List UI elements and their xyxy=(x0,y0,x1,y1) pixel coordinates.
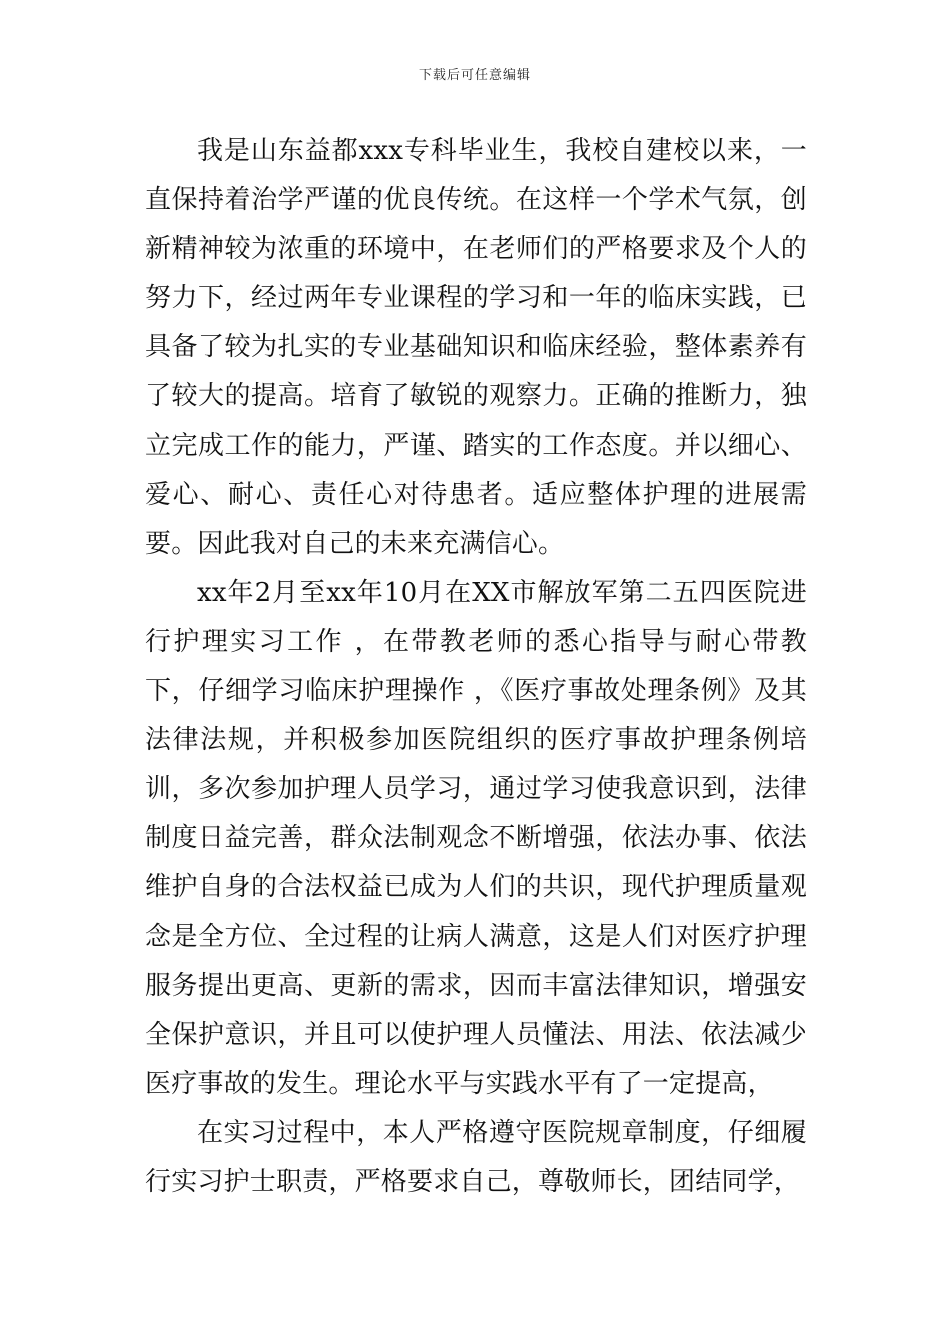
document-body xyxy=(145,127,807,1207)
paragraph-internship: xx年2月至xx年10月在XX市解放军第二五四医院进行护理实习工作 ，在带教老师的悉心指导与耐心带教下，仔细学习临床护理操作 ，《医疗事故处理条例》及其法律法规，并积极参加医院组织的医疗事故护理条例培训，多次参加护理人员学习，通过学习使我意识到，法律制度日益完善，群众法制观念不断增强，依法办事、依法维护自身的合法权益已成为人们的共识，现代护理质量观念是全方位、全过程的让病人满意，这是人们对医疗护理服务提出更高、更新的需求，因而丰富法律知识，增强安全保护意识，并且可以使护理人员懂法、用法、依法减少医疗事故的发生。理论水平与实践水平有了一定提高， xyxy=(145,577,807,1099)
page-header: 下载后可任意编辑 xyxy=(418,68,531,83)
paragraph-internship-conduct: 在实习过程中，本人严格遵守医院规章制度，仔细履行实习护士职责，严格要求自己，尊敬师长，团结同学， xyxy=(145,1117,807,1197)
paragraph-self-introduction: 我是山东益都xxx专科毕业生，我校自建校以来，一直保持着治学严谨的优良传统。在这样一个学术气氛，创新精神较为浓重的环境中，在老师们的严格要求及个人的努力下，经过两年专业课程的学习和一年的临床实践，已具备了较为扎实的专业基础知识和临床经验，整体素养有了较大的提高。培育了敏锐的观察力。正确的推断力，独立完成工作的能力，严谨、踏实的工作态度。并以细心、爱心、耐心、责任心对待患者。适应整体护理的进展需要。因此我对自己的未来充满信心。 xyxy=(145,136,807,559)
